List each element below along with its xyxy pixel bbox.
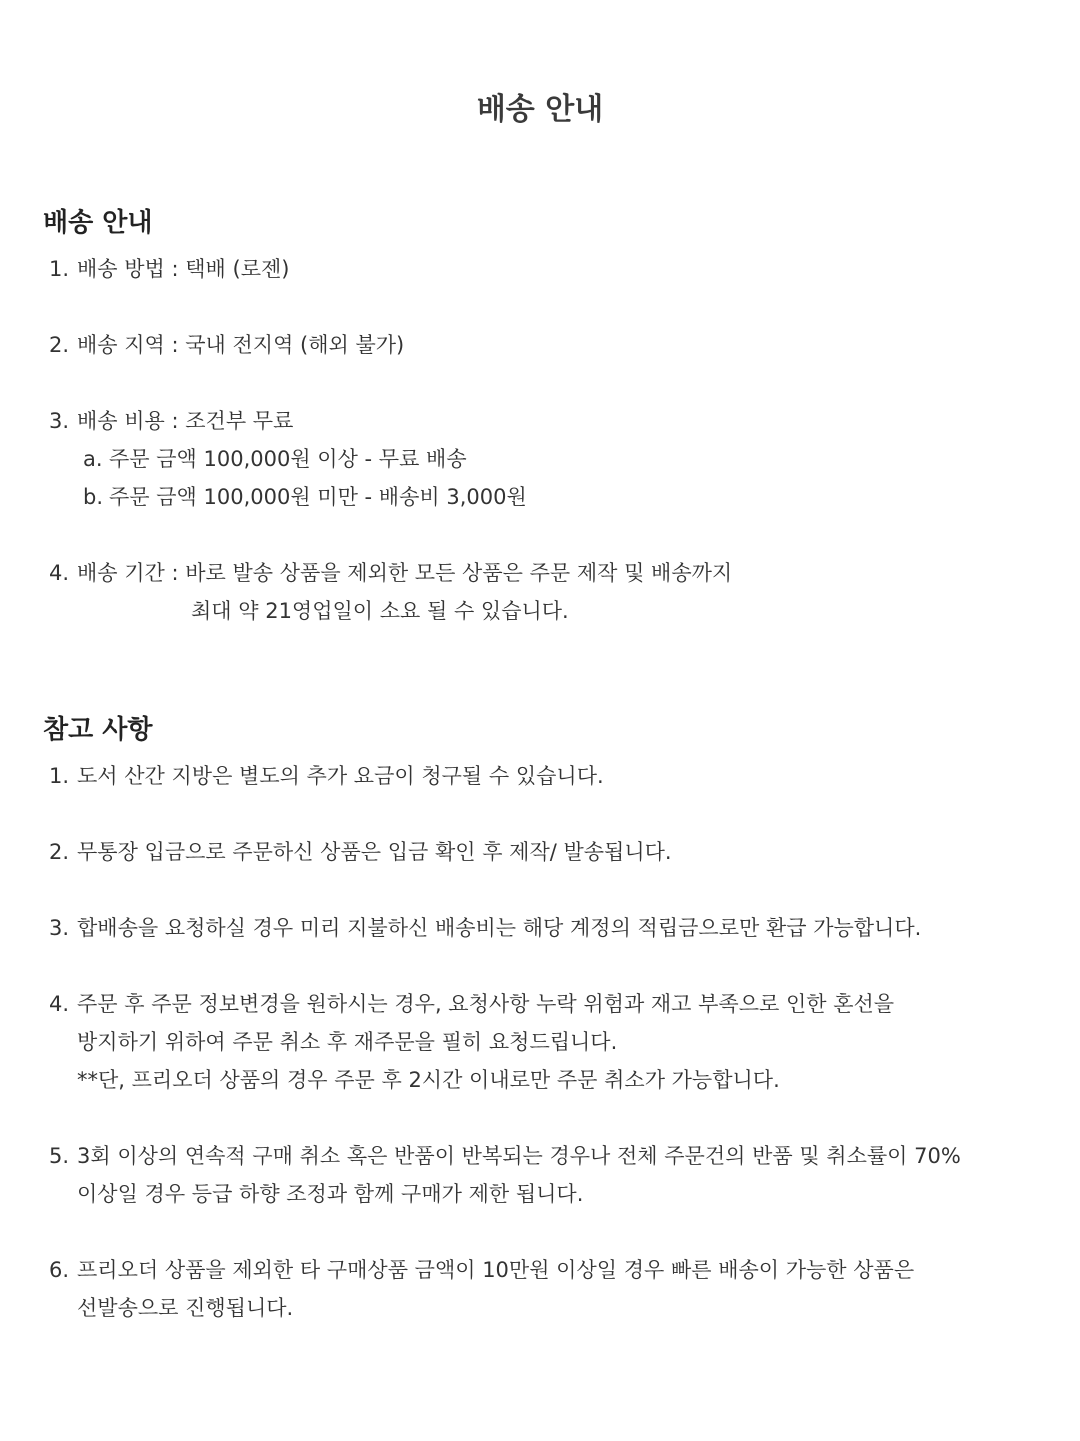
note-line: **단, 프리오더 상품의 경우 주문 후 2시간 이내로만 주문 취소가 가능합니다. [77,1068,780,1092]
note-line: 주문 후 주문 정보변경을 원하시는 경우, 요청사항 누락 위험과 재고 부족으로 인한 혼선을 [77,992,895,1016]
note-line: 합배송을 요청하실 경우 미리 지불하신 배송비는 해당 계정의 적립금으로만 환급 가능합니다. [77,916,922,940]
sub-item [83,478,1049,516]
shipping-heading: 배송 안내 [43,208,153,238]
note-line: 도서 산간 지방은 별도의 추가 요금이 청구될 수 있습니다. [77,764,604,788]
sub-item [83,440,1049,478]
note-item [49,1137,1049,1213]
notes-list [49,757,1049,1365]
item-number: 5. [49,1144,70,1168]
sub-item-mark: a. [83,447,103,471]
item-value: 조건부 무료 [185,409,294,433]
note-line: 선발송으로 진행됩니다. [77,1296,294,1320]
shipping-item-region [49,326,1049,364]
shipping-item-period [49,554,1049,630]
sub-item-text: 주문 금액 100,000원 미만 - 배송비 3,000원 [109,485,527,509]
note-line: 무통장 입금으로 주문하신 상품은 입금 확인 후 제작/ 발송됩니다. [77,840,672,864]
item-value-continued: 최대 약 21영업일이 소요 될 수 있습니다. [191,599,569,623]
note-line: 3회 이상의 연속적 구매 취소 혹은 반품이 반복되는 경우나 전체 주문건의 반품 및 취소률이 70% [77,1144,961,1168]
item-value: 국내 전지역 (해외 불가) [185,333,405,357]
shipping-item-cost [49,402,1049,516]
item-number: 1. [49,257,70,281]
item-number: 4. [49,561,70,585]
notes-heading: 참고 사항 [43,715,153,745]
sub-item-text: 주문 금액 100,000원 이상 - 무료 배송 [109,447,467,471]
note-item [49,833,1049,871]
note-item [49,1251,1049,1327]
shipping-item-method [49,250,1049,288]
item-value: 바로 발송 상품을 제외한 모든 상품은 주문 제작 및 배송까지 [185,561,733,585]
item-label: 배송 지역 : [77,333,186,357]
note-item [49,909,1049,947]
sub-item-mark: b. [83,485,104,509]
item-number: 3. [49,409,70,433]
note-item [49,985,1049,1099]
item-number: 6. [49,1258,70,1282]
note-line: 방지하기 위하여 주문 취소 후 재주문을 필히 요청드립니다. [77,1030,618,1054]
item-value: 택배 (로젠) [185,257,290,281]
item-label: 배송 기간 : [77,561,186,585]
note-line: 프리오더 상품을 제외한 타 구매상품 금액이 10만원 이상일 경우 빠른 배송이 가능한 상품은 [77,1258,915,1282]
item-number: 1. [49,764,70,788]
item-number: 4. [49,992,70,1016]
page-title: 배송 안내 [476,92,604,128]
item-number: 2. [49,333,70,357]
item-number: 2. [49,840,70,864]
item-label: 배송 비용 : [77,409,186,433]
item-number: 3. [49,916,70,940]
note-line: 이상일 경우 등급 하향 조정과 함께 구매가 제한 됩니다. [77,1182,584,1206]
shipping-list [49,250,1049,668]
item-label: 배송 방법 : [77,257,186,281]
note-item [49,757,1049,795]
